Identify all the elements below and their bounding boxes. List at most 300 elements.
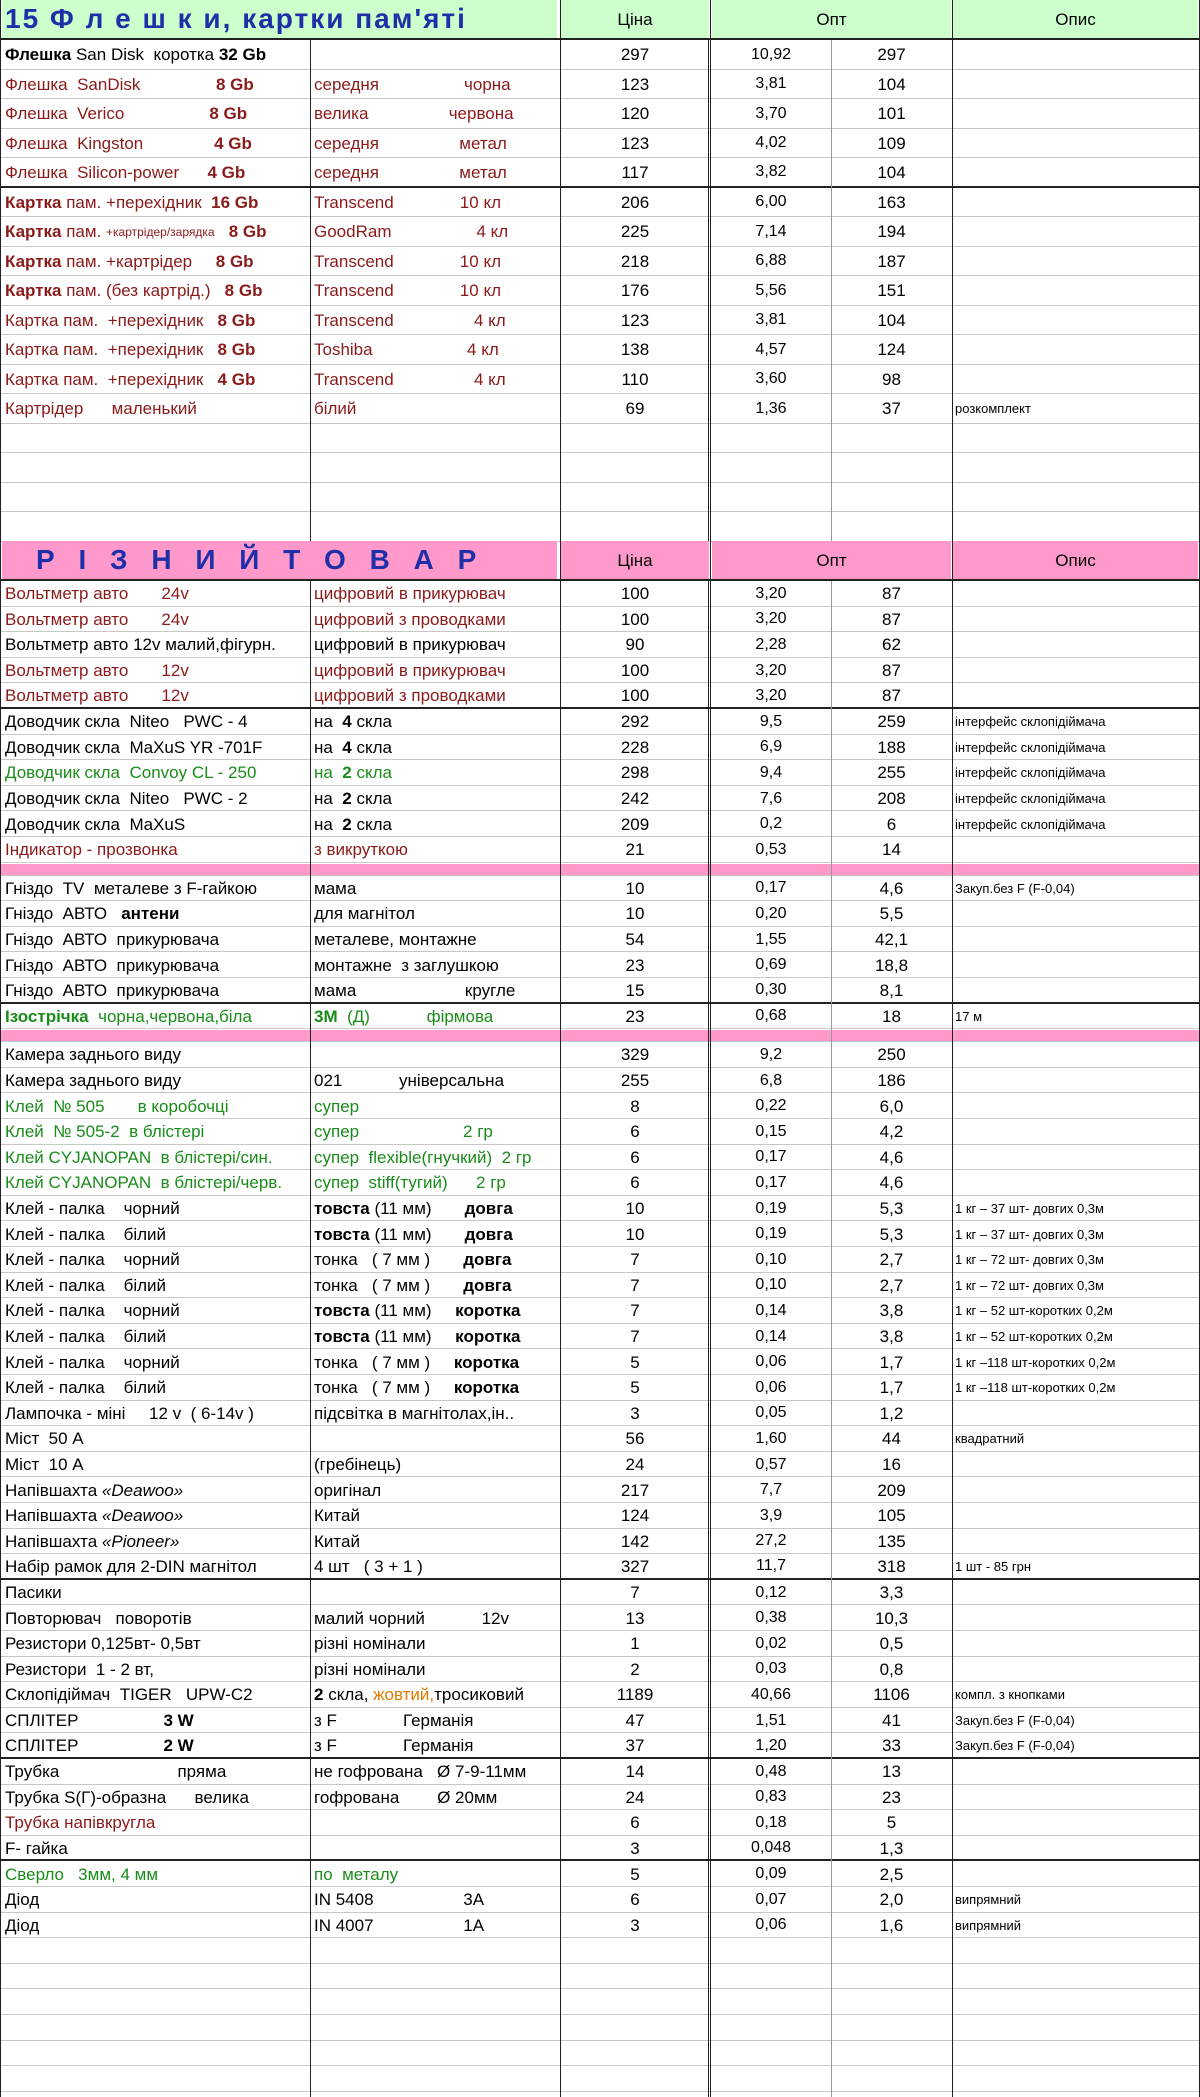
item-price: 5 <box>630 1864 640 1884</box>
item-rate: 6,9 <box>759 738 783 756</box>
item-name <box>2 710 309 734</box>
item-opt <box>832 425 951 453</box>
item-name <box>2 1530 309 1554</box>
item-opt: 33 <box>882 1736 901 1756</box>
item-opt: 4,6 <box>879 1173 904 1193</box>
cell-text-part: товста <box>314 1301 370 1321</box>
item-spec <box>311 100 559 128</box>
cell-text: металеве, монтажне <box>314 930 477 950</box>
separator-row <box>0 864 1200 876</box>
item-desc <box>953 633 1198 657</box>
item-rate: 0,53 <box>755 840 787 858</box>
item-name <box>2 513 309 541</box>
item-opt: 4,6 <box>879 1147 904 1167</box>
cell-text-part: Картка <box>5 192 62 212</box>
cell-text: різні номінали <box>314 1634 426 1654</box>
item-desc <box>953 277 1198 305</box>
cell-text-part: 2 W <box>163 1736 194 1756</box>
item-desc: 1 шт - 85 грн <box>955 1558 1032 1574</box>
cell-text-part: (11 мм) <box>369 1327 456 1347</box>
item-price: 329 <box>620 1045 650 1065</box>
item-opt: 1106 <box>873 1685 910 1705</box>
table-row <box>0 1888 1200 1913</box>
item-price: 1 <box>630 1634 640 1654</box>
item-spec <box>311 1453 559 1477</box>
item-spec <box>311 248 559 276</box>
item-opt <box>832 2042 951 2066</box>
item-spec <box>311 2016 559 2040</box>
item-opt: 101 <box>877 104 906 124</box>
item-price: 100 <box>620 584 650 604</box>
item-spec <box>311 1094 559 1118</box>
item-rate: 7,6 <box>759 789 783 807</box>
item-price: 47 <box>625 1711 645 1731</box>
cell-text-part: скла <box>351 737 392 757</box>
item-spec <box>311 979 559 1002</box>
cell-text: не гофрована Ø 7-9-11мм <box>314 1762 527 1782</box>
item-spec <box>311 71 559 99</box>
item-opt: 208 <box>877 789 906 809</box>
item-name <box>2 1555 309 1578</box>
item-desc <box>953 130 1198 158</box>
item-rate: 0,14 <box>755 1327 787 1345</box>
cell-text-part: Напівшахта <box>5 1506 102 1526</box>
item-rate: 1,55 <box>755 930 787 948</box>
item-desc <box>953 979 1198 1002</box>
item-name <box>2 336 309 364</box>
item-spec <box>311 1478 559 1502</box>
table-row <box>0 1453 1200 1478</box>
cell-text-part: коротка <box>455 1327 521 1347</box>
cell-text: велика червона <box>314 104 514 124</box>
item-name <box>2 902 309 926</box>
item-name <box>2 761 309 785</box>
item-name <box>2 1734 309 1757</box>
table-row <box>0 1786 1200 1811</box>
item-spec <box>311 1043 559 1067</box>
table-row <box>0 1171 1200 1196</box>
table-row <box>0 928 1200 953</box>
item-spec <box>311 736 559 760</box>
cell-text: IN 5408 3А <box>314 1890 485 1910</box>
item-name <box>2 1914 309 1938</box>
item-spec <box>311 710 559 734</box>
item-rate: 0,12 <box>755 1583 787 1601</box>
item-desc: 1 кг – 37 шт- довгих 0,3м <box>955 1201 1104 1217</box>
table-row <box>0 395 1200 424</box>
item-desc <box>953 928 1198 952</box>
item-name <box>2 1197 309 1221</box>
cell-text-part: довга <box>464 1224 513 1244</box>
cell-text-part: скла <box>351 789 392 809</box>
item-opt: 14 <box>882 840 901 860</box>
section1-col-opt: Опт <box>712 0 951 38</box>
cell-text: по металу <box>314 1864 399 1884</box>
item-name <box>2 1427 309 1451</box>
cell-text-part: (11 мм) <box>369 1224 465 1244</box>
item-rate: 0,03 <box>755 1660 787 1678</box>
item-rate: 0,38 <box>755 1609 787 1627</box>
table-row <box>0 130 1200 159</box>
item-desc: 17 м <box>955 1008 983 1024</box>
item-spec <box>311 1939 559 1963</box>
item-desc <box>953 1837 1198 1860</box>
item-price: 10 <box>625 1224 645 1244</box>
item-name <box>2 130 309 158</box>
item-name <box>2 395 309 423</box>
item-rate: 0,19 <box>755 1225 787 1243</box>
item-opt: 104 <box>877 310 906 330</box>
item-rate: 5,56 <box>755 281 787 299</box>
item-name <box>2 1350 309 1374</box>
cell-text: 021 універсальна <box>314 1071 505 1091</box>
item-spec <box>311 1376 559 1400</box>
column-divider <box>831 0 832 2097</box>
item-price <box>561 1965 709 1989</box>
item-opt: 151 <box>877 281 906 301</box>
item-price: 8 <box>630 1096 640 1116</box>
item-name <box>2 1837 309 1860</box>
item-opt: 259 <box>877 712 906 732</box>
item-price: 225 <box>620 222 650 242</box>
column-divider <box>710 0 711 2097</box>
cell-text-part: Трубка пряма <box>5 1762 227 1782</box>
cell-text: GoodRam 4 кл <box>314 222 509 242</box>
item-desc <box>953 41 1198 69</box>
item-desc: 1 кг –118 шт-коротких 0,2м <box>955 1380 1116 1396</box>
item-spec <box>311 608 559 632</box>
item-desc: Закуп.без F (F-0,04) <box>955 1713 1075 1729</box>
item-rate: 0,02 <box>755 1634 787 1652</box>
item-price: 209 <box>620 814 650 834</box>
cell-text-part: Лампочка - міні 12 v ( 6-14v ) <box>5 1403 254 1423</box>
item-price: 298 <box>620 763 650 783</box>
item-desc <box>953 1581 1198 1605</box>
cell-text-part: скла <box>351 814 392 834</box>
item-opt: 0,5 <box>879 1634 904 1654</box>
cell-text-part: Індикатор - прозвонка <box>5 840 178 860</box>
item-price: 123 <box>620 310 650 330</box>
item-rate: 0,20 <box>755 904 787 922</box>
item-desc <box>953 1043 1198 1067</box>
item-spec <box>311 1862 559 1886</box>
item-desc: інтерфейс склопідіймача <box>955 816 1106 832</box>
item-spec <box>311 1734 559 1757</box>
item-rate <box>712 484 830 512</box>
table-row <box>0 633 1200 658</box>
item-desc <box>953 1965 1198 1989</box>
item-spec <box>311 130 559 158</box>
table-row <box>0 787 1200 812</box>
item-opt: 124 <box>877 340 906 360</box>
item-name <box>2 1120 309 1144</box>
section2-col-price: Ціна <box>561 541 709 579</box>
item-name <box>2 838 309 862</box>
cell-text-part: 2 <box>314 1685 324 1705</box>
item-price: 7 <box>630 1327 640 1347</box>
item-desc <box>953 1530 1198 1554</box>
item-spec <box>311 1146 559 1170</box>
cell-text: супер stiff(тугий) 2 гр <box>314 1173 506 1193</box>
cell-text-part: чорна,червона,біла <box>88 1006 252 1026</box>
cell-text-part: Картка пам. +перехідник <box>5 340 218 360</box>
item-name <box>2 1402 309 1426</box>
table-row <box>0 71 1200 100</box>
item-name <box>2 1299 309 1323</box>
item-price: 7 <box>630 1583 640 1603</box>
cell-text-part: на <box>314 737 343 757</box>
item-price: 69 <box>625 399 645 419</box>
item-desc <box>953 307 1198 335</box>
cell-text-part: Клей CYJANOPAN в блістері/син. <box>5 1147 273 1167</box>
table-row <box>0 1606 1200 1631</box>
item-rate: 9,4 <box>759 763 783 781</box>
cell-text-part: скла <box>351 763 392 783</box>
cell-text-part: Клей - палка білий <box>5 1224 167 1244</box>
cell-text-part: Камера заднього виду <box>5 1045 181 1065</box>
item-price: 10 <box>625 1199 645 1219</box>
cell-text: цифровий в прикурювач <box>314 661 506 681</box>
item-desc: Закуп.без F (F-0,04) <box>955 880 1075 896</box>
cell-text-part: Напівшахта <box>5 1531 102 1551</box>
item-opt: 194 <box>877 222 906 242</box>
item-spec <box>311 2067 559 2091</box>
item-opt: 3,3 <box>879 1583 904 1603</box>
cell-text: Transcend 10 кл <box>314 251 501 271</box>
section2-title: Р І З Н И Й Т О В А Р <box>36 544 485 575</box>
item-opt: 4,6 <box>879 878 904 898</box>
item-price: 123 <box>620 74 650 94</box>
item-price <box>561 484 709 512</box>
item-rate: 3,20 <box>755 686 787 704</box>
table-row <box>0 838 1200 863</box>
item-spec <box>311 1965 559 1989</box>
cell-text: Китай <box>314 1531 360 1551</box>
cell-text-part: Гніздо TV металеве з F-гайкою <box>5 878 258 898</box>
item-name <box>2 159 309 186</box>
cell-text-part: СПЛІТЕР <box>5 1711 164 1731</box>
item-price: 24 <box>625 1787 645 1807</box>
item-desc <box>953 582 1198 606</box>
item-rate: 0,06 <box>755 1916 787 1934</box>
item-rate: 3,81 <box>755 75 787 93</box>
item-spec <box>311 1555 559 1578</box>
cell-text-part: Пасики <box>5 1583 62 1603</box>
item-price: 6 <box>630 1173 640 1193</box>
item-spec <box>311 1914 559 1938</box>
item-desc <box>953 159 1198 186</box>
cell-text-part: 8 Gb <box>217 310 256 330</box>
item-rate: 0,69 <box>755 956 787 974</box>
item-desc: 1 кг – 37 шт- довгих 0,3м <box>955 1226 1104 1242</box>
cell-text-part: Міст 50 А <box>5 1429 84 1449</box>
item-name <box>2 366 309 394</box>
item-desc: випрямний <box>955 1917 1021 1933</box>
cell-text-part: (11 мм) <box>369 1199 465 1219</box>
item-rate: 3,20 <box>755 661 787 679</box>
item-rate <box>712 1939 830 1963</box>
cell-text-part: 4 Gb <box>143 133 252 153</box>
cell-text-part: довга <box>463 1275 512 1295</box>
item-name <box>2 1043 309 1067</box>
item-name <box>2 979 309 1002</box>
item-rate: 1,51 <box>755 1711 787 1729</box>
cell-text: (гребінець) <box>314 1455 402 1475</box>
item-opt: 135 <box>877 1531 906 1551</box>
cell-text: 4 шт ( 3 + 1 ) <box>314 1556 423 1576</box>
item-spec <box>311 1811 559 1835</box>
item-name <box>2 582 309 606</box>
item-opt: 2,7 <box>879 1250 904 1270</box>
cell-text-part: (Д) фірмова <box>337 1006 494 1026</box>
item-price: 23 <box>625 1006 645 1026</box>
item-opt: 188 <box>877 737 906 757</box>
item-desc: інтерфейс склопідіймача <box>955 791 1106 807</box>
item-price: 6 <box>630 1147 640 1167</box>
item-rate: 0,68 <box>755 1007 787 1025</box>
item-rate: 3,9 <box>759 1506 783 1524</box>
item-price: 3 <box>630 1403 640 1423</box>
cell-text-part: на <box>314 814 343 834</box>
item-desc: 1 кг – 72 шт- довгих 0,3м <box>955 1252 1104 1268</box>
cell-text-part: Вольтметр авто 12v <box>5 686 189 706</box>
table-row <box>0 1504 1200 1529</box>
item-desc <box>953 513 1198 541</box>
item-opt: 255 <box>877 763 906 783</box>
item-rate: 4,02 <box>755 134 787 152</box>
item-spec <box>311 1683 559 1707</box>
item-desc: квадратний <box>955 1431 1025 1447</box>
item-name <box>2 2016 309 2040</box>
item-name <box>2 1862 309 1886</box>
item-opt: 187 <box>877 251 906 271</box>
table-row <box>0 736 1200 761</box>
item-price: 7 <box>630 1275 640 1295</box>
cell-text: Toshiba 4 кл <box>314 340 499 360</box>
item-price: 242 <box>620 789 650 809</box>
item-price: 2 <box>630 1659 640 1679</box>
item-spec <box>311 513 559 541</box>
cell-text: Китай <box>314 1506 360 1526</box>
item-desc: 1 кг – 52 шт-коротких 0,2м <box>955 1303 1113 1319</box>
cell-text-part: Гніздо АВТО прикурювача <box>5 930 220 950</box>
cell-text-part: Гніздо АВТО <box>5 904 122 924</box>
item-spec <box>311 1530 559 1554</box>
item-opt: 6 <box>886 814 897 834</box>
cell-text-part: 16 Gb <box>211 192 259 212</box>
table-row <box>0 1811 1200 1836</box>
item-price: 217 <box>620 1480 650 1500</box>
item-rate <box>712 425 830 453</box>
item-desc <box>953 953 1198 977</box>
cell-text: середня чорна <box>314 74 511 94</box>
item-desc <box>953 2016 1198 2040</box>
item-name <box>2 1146 309 1170</box>
item-name <box>2 736 309 760</box>
table-row <box>0 877 1200 902</box>
section1-title: 15 Ф л е ш к и, картки пам'яті <box>5 3 467 34</box>
item-rate <box>712 1965 830 1989</box>
item-name <box>2 608 309 632</box>
cell-text-part: Повторювач поворотів <box>5 1608 192 1628</box>
table-row <box>0 100 1200 129</box>
item-price <box>561 454 709 482</box>
item-desc <box>953 248 1198 276</box>
cell-text-part: F- гайка <box>5 1838 68 1858</box>
cell-text-part: тонка ( 7 мм ) <box>314 1378 454 1398</box>
column-divider <box>560 0 561 2097</box>
item-desc <box>953 1094 1198 1118</box>
item-opt <box>832 2067 951 2091</box>
item-spec <box>311 761 559 785</box>
table-row <box>0 1043 1200 1068</box>
item-spec <box>311 1402 559 1426</box>
item-opt: 318 <box>877 1556 906 1576</box>
item-desc: 1 кг – 52 шт-коротких 0,2м <box>955 1329 1113 1345</box>
item-price: 124 <box>620 1506 650 1526</box>
cell-text-part: Набір рамок для 2-DIN магнітол <box>5 1556 257 1576</box>
item-rate <box>712 513 830 541</box>
cell-text-part: пам. <box>61 222 107 242</box>
item-opt: 23 <box>882 1787 901 1807</box>
table-row <box>0 1939 1200 1964</box>
item-name <box>2 1376 309 1400</box>
cell-text-part: Трубка напівкругла <box>5 1813 156 1833</box>
cell-text-part: Напівшахта <box>5 1480 102 1500</box>
cell-text-part: 3 W <box>163 1711 194 1731</box>
cell-text-part: Ізострічка <box>5 1006 89 1026</box>
cell-text-part: Резистори 1 - 2 вт, <box>5 1659 154 1679</box>
item-price: 23 <box>625 955 645 975</box>
item-price <box>561 513 709 541</box>
item-opt: 297 <box>877 45 906 65</box>
cell-text-part: 3М <box>314 1006 338 1026</box>
item-opt: 4,2 <box>879 1122 904 1142</box>
item-price <box>561 1990 709 2014</box>
cell-text: цифровий в прикурювач <box>314 635 506 655</box>
cell-text-part: на <box>314 789 343 809</box>
item-rate: 0,07 <box>755 1890 787 1908</box>
item-name <box>2 1990 309 2014</box>
cell-text-part: на <box>314 763 343 783</box>
table-row <box>0 1248 1200 1273</box>
cell-text: цифровий в прикурювач <box>314 584 506 604</box>
cell-text-part: тросиковий <box>434 1685 524 1705</box>
item-name <box>2 1478 309 1502</box>
cell-text-part: 2 <box>342 763 352 783</box>
item-rate: 0,19 <box>755 1199 787 1217</box>
table-row <box>0 979 1200 1004</box>
item-spec <box>311 877 559 901</box>
item-rate: 0,06 <box>755 1378 787 1396</box>
item-desc <box>953 484 1198 512</box>
item-opt: 5 <box>886 1813 897 1833</box>
table-row <box>0 1376 1200 1401</box>
cell-text-part: «Deawoo» <box>101 1480 184 1500</box>
item-desc <box>953 1478 1198 1502</box>
cell-text: цифровий з проводками <box>314 686 506 706</box>
cell-text-part: Гніздо АВТО прикурювача <box>5 980 220 1000</box>
item-spec <box>311 1069 559 1093</box>
item-rate: 0,17 <box>755 879 787 897</box>
item-rate <box>712 454 830 482</box>
item-spec <box>311 2042 559 2066</box>
item-rate: 0,18 <box>755 1813 787 1831</box>
item-name <box>2 1811 309 1835</box>
item-spec <box>311 1171 559 1195</box>
cell-text: з викруткою <box>314 840 408 860</box>
table-row <box>0 1709 1200 1734</box>
